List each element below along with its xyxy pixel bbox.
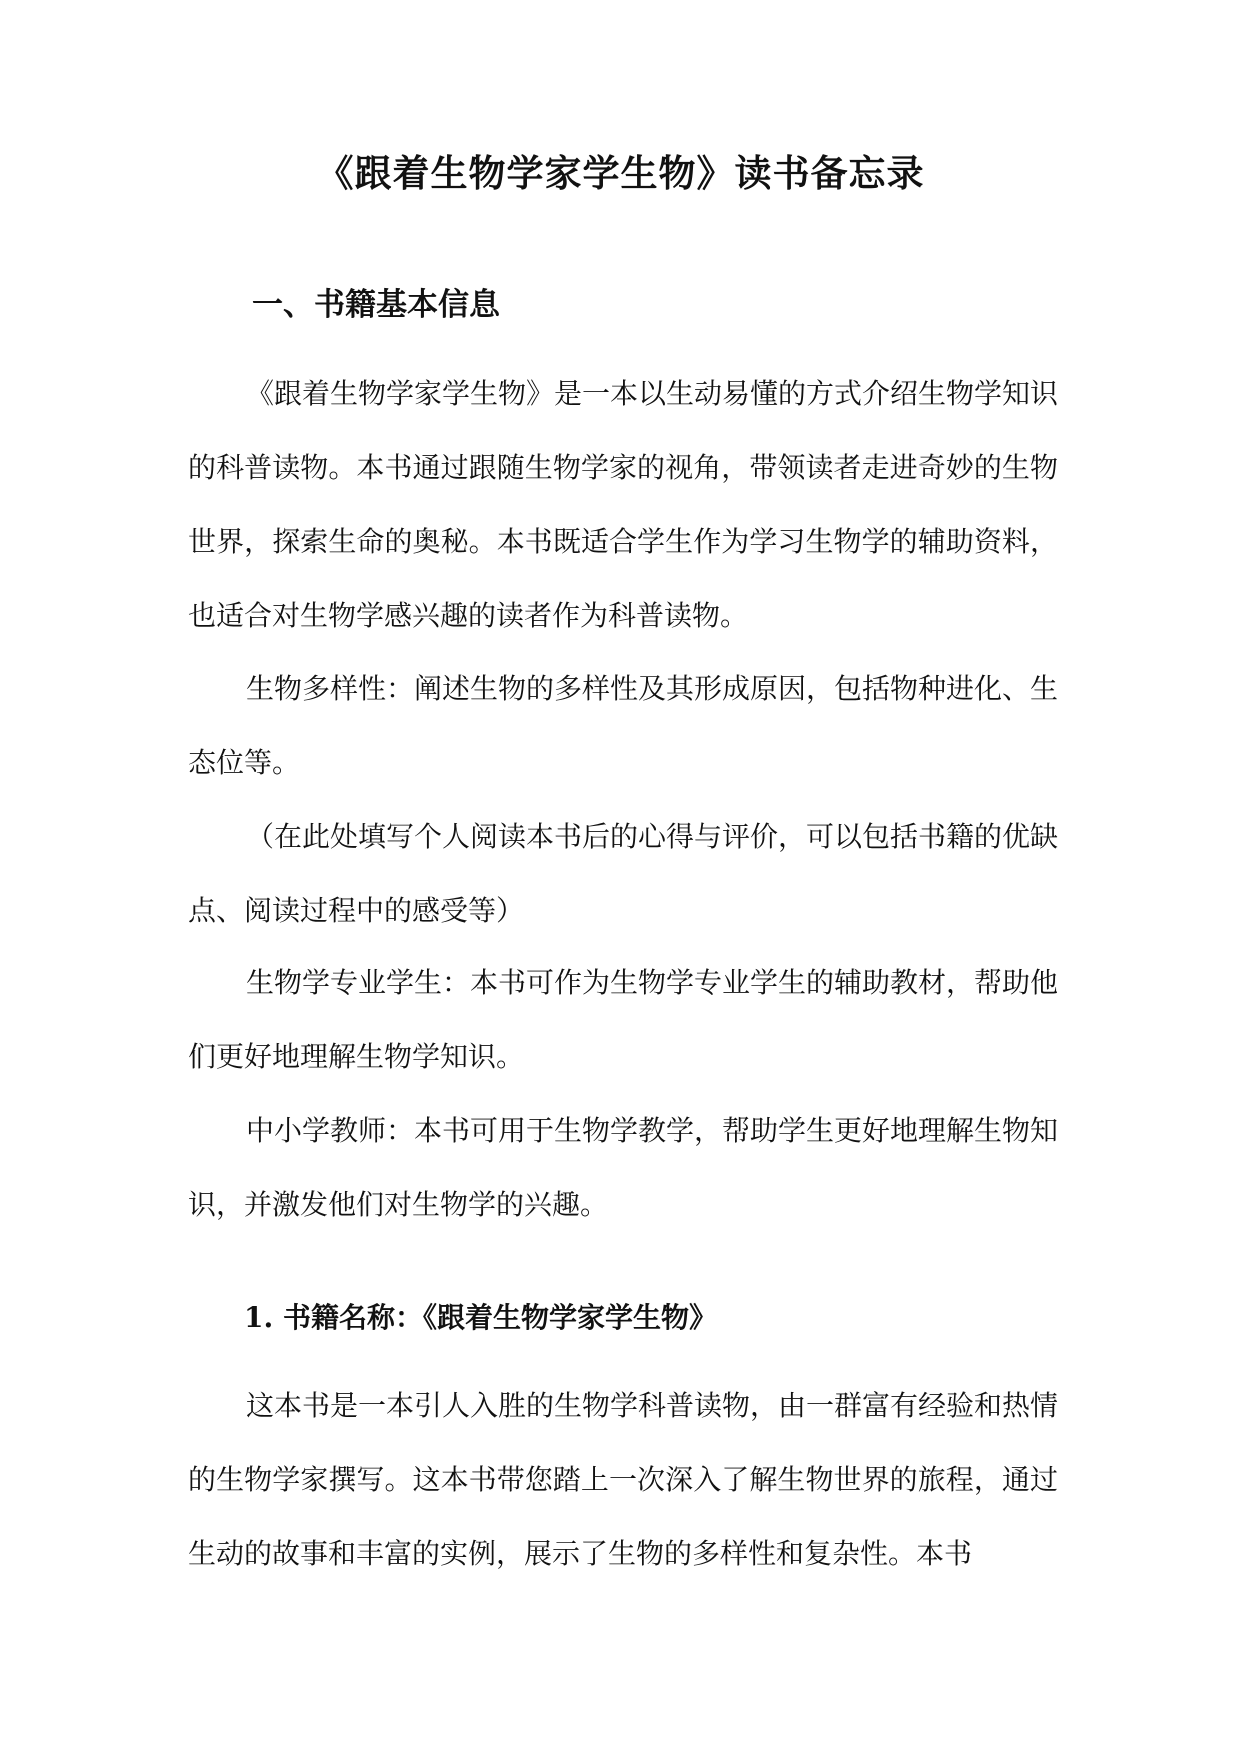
document-title: 《跟着生物学家学生物》读书备忘录 <box>316 151 925 195</box>
paragraph-review-placeholder: （在此处填写个人阅读本书后的心得与评价，可以包括书籍的优缺点、阅读过程中的感受等） <box>188 820 1059 927</box>
paragraph-biology-students: 生物学专业学生：本书可作为生物学专业学生的辅助教材，帮助他们更好地理解生物学知识。 <box>188 966 1059 1073</box>
paragraph-intro: 《跟着生物学家学生物》是一本以生动易懂的方式介绍生物学知识的科普读物。本书通过跟随生物学家的视角，带领读者走进奇妙的生物世界，探索生命的奥秘。本书既适合学生作为学习生物学的辅助资料，也适合对生物学感兴趣的读者作为科普读物。 <box>188 377 1059 632</box>
paragraph-teachers: 中小学教师：本书可用于生物学教学，帮助学生更好地理解生物知识，并激发他们对生物学的兴趣。 <box>188 1114 1059 1221</box>
paragraph-book-description: 这本书是一本引人入胜的生物学科普读物，由一群富有经验和热情的生物学家撰写。这本书带您踏上一次深入了解生物世界的旅程，通过生动的故事和丰富的实例，展示了生物的多样性和复杂性。本书 <box>188 1389 1059 1570</box>
section-heading-basic-info: 一、书籍基本信息 <box>252 287 500 323</box>
paragraph-biodiversity: 生物多样性：阐述生物的多样性及其形成原因，包括物种进化、生态位等。 <box>188 672 1059 779</box>
subsection-heading-book-name: 1. 书籍名称：《跟着生物学家学生物》 <box>244 1301 717 1334</box>
